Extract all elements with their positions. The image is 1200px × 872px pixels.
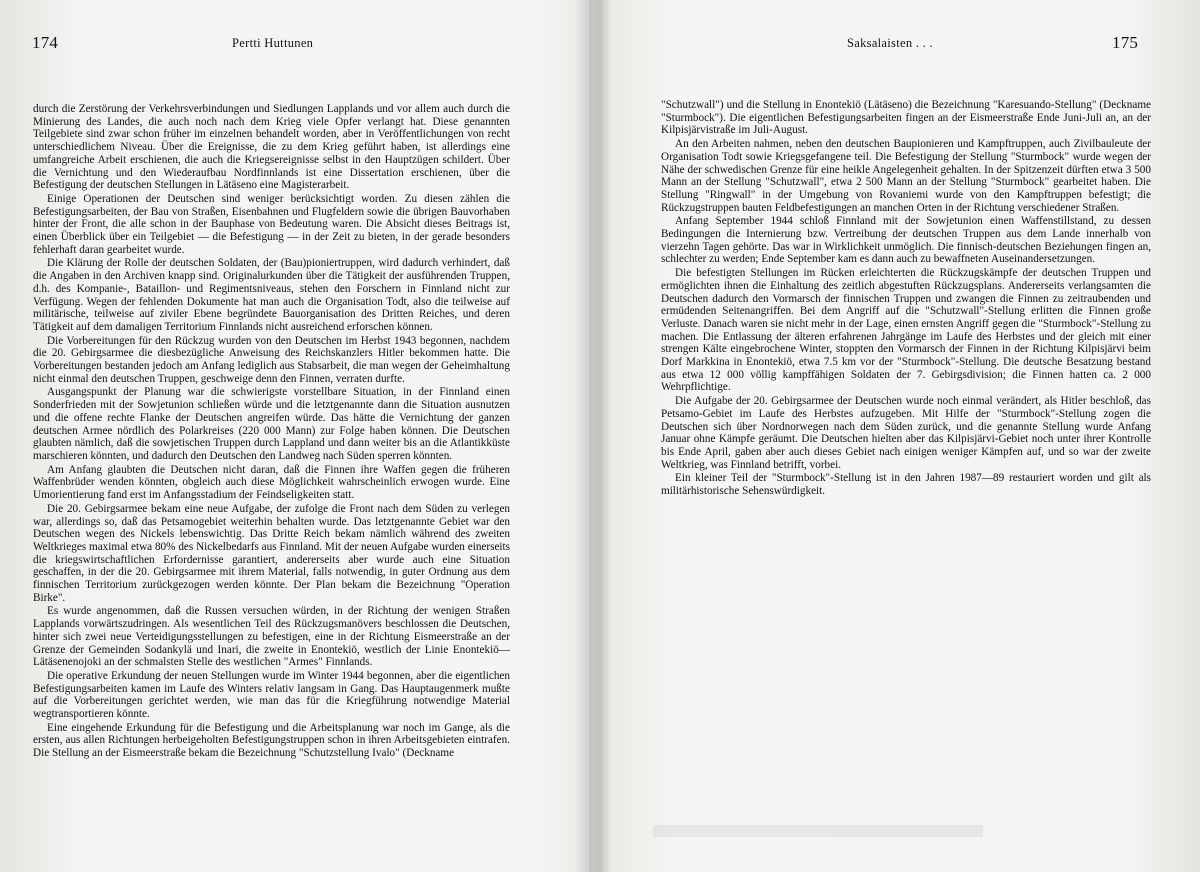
paragraph: Die Klärung der Rolle der deutschen Soldaten, der (Bau)pioniertruppen, wird dadurch verhindert, daß die Angaben in den Archiven knapp sind. Originalurkunden über die Tätigkeit der ausführenden Truppen, d.h. des Kompanie-, Bataillon- und Regimentsniveaus, stehen den Forschern in Finnland nicht zur Verfügung. Wegen der fehlenden Dokumente hat man auch die Organisation Todt, also die teilweise auf militärische, teilweise auf ziviler Ebene begründete Bauorganisation des Dritten Reiches, und deren Tätigkeit auf dem damaligen Territorium Finnlands nicht ausreichend erforschen können.	[33, 257, 510, 333]
running-head: Saksalaisten . . .	[847, 36, 933, 50]
page-number: 174	[32, 33, 59, 52]
page-body	[661, 99, 1151, 499]
right-page	[590, 0, 1200, 872]
left-page	[0, 0, 585, 872]
paragraph: "Schutzwall") und die Stellung in Enontekiö (Lätäseno) die Bezeichnung "Karesuando-Stellung" (Deckname "Sturmbock"). Die eigentlichen Befestigungsarbeiten fingen an der Eismeerstraße Ende Juni-Juli an, an der Kilpisjärvistraße im Juli-August.	[661, 99, 1151, 137]
paragraph: Die befestigten Stellungen im Rücken erleichterten die Rückzugskämpfe der deutschen Truppen und ermöglichten ihnen die Einhaltung des zeitlich abgestuften Rückzugsplans. Andererseits verlangsamten die Deutschen dadurch den Vormarsch der finnischen Truppen und zwangen die Finnen zu zeitraubenden und ermüdenden Seitenangriffen. Bei dem Angriff auf die "Schutzwall"-Stellung erlitten die Finnen große Verluste. Danach waren sie nicht mehr in der Lage, einen ernsten Angriff gegen die "Sturmbock"-Stellung zu machen. Die Entlassung der älteren erfahrenen Jahrgänge im Laufe des Herbstes und der gleich mit einer strengen Kälte eingebrochene Winter, stoppten den Vormarsch der Finnen in der Richtung Kilpisjärvi beim Dorf Markkina in Enontekiö, etwa 7.5 km vor der "Sturmbock"-Stellung. Die deutsche Besatzung bestand aus etwa 12 000 völlig kampffähigen Soldaten der 7. Gebirgsdivision; die Finnen hatten ca. 2 000 Wehrpflichtige.	[661, 267, 1151, 394]
paragraph: Am Anfang glaubten die Deutschen nicht daran, daß die Finnen ihre Waffen gegen die früheren Waffenbrüder wenden könnten, obgleich auch diese Möglichkeit wahrscheinlich erwogen wurde. Eine Umorientierung fand erst im Anfangsstadium der Feindseligkeiten statt.	[33, 463, 510, 502]
paragraph: Eine eingehende Erkundung für die Befestigung und die Arbeitsplanung war noch im Gange, als die ersten, aus allen Richtungen herbeigeholten Befestigungstruppen schon in ihren Arbeitsgebieten eintrafen. Die Stellung an der Eismeerstraße bekam die Bezeichnung "Schutzstellung Ivalo" (Deckname	[33, 721, 510, 760]
paragraph: Die 20. Gebirgsarmee bekam eine neue Aufgabe, der zufolge die Front nach dem Süden zu verlegen war, allerdings so, daß das Petsamogebiet weiterhin behalten wurde. Das letztgenannte Gebiet war den Deutschen wegen des Nickels lebenswichtig. Das Dritte Reich bekam nämlich während des zweiten Weltkrieges maximal etwa 80% des Nickelbedarfs aus Finnland. Mit der neuen Aufgabe wurden einerseits die kriegswirtschaftlichen Erfordernisse garantiert, andererseits aber wurde auch eine Situation geschaffen, in der die 20. Gebirgsarmee mit ihrem Material, falls notwendig, in guter Ordnung aus dem finnischen Territorium zurückgezogen werden könnte. Der Plan bekam die Bezeichnung "Operation Birke".	[33, 502, 510, 604]
page-number: 175	[1112, 33, 1139, 52]
paragraph: Die Aufgabe der 20. Gebirgsarmee der Deutschen wurde noch einmal verändert, als Hitler beschloß, das Petsamo-Gebiet im Laufe des Herbstes aufzugeben. Mit Hilfe der "Sturmbock"-Stellung zogen die Deutschen sich über Nordnorwegen nach dem Süden zurück, und die genannte Stellung wurde Anfang Januar ohne Kämpfe geräumt. Die Deutschen hielten aber das Kilpisjärvi-Gebiet noch unter ihrer Kontrolle bis Ende April, gaben aber auch dieses Gebiet nach einigen weniger Kämpfen auf, und so war der zweite Weltkrieg, was Finnland betrifft, vorbei.	[661, 395, 1151, 471]
paragraph: durch die Zerstörung der Verkehrsverbindungen und Siedlungen Lapplands und vor allem auch durch die Minierung des Landes, die auch noch nach dem Krieg viele Opfer verlangt hat. Diese genannten Teilgebiete sind zwar schon früher im einzelnen behandelt worden, aber in Veröffentlichungen von recht unterschiedlichem Niveau. Über die Ereignisse, die zu dem Krieg geführt haben, ist allerdings eine umfangreiche Arbeit erschienen, die auch die Kriegsereignisse selbst in den Hauptzügen schildert. Über die Vernichtung und den Wiederaufbau Nordfinnlands ist eine Dissertation erschienen, über die Befestigung der deutschen Stellungen in Lätäseno eine Magisterarbeit.	[33, 103, 510, 192]
paragraph: An den Arbeiten nahmen, neben den deutschen Baupionieren und Kampftruppen, auch Zivilbauleute der Organisation Todt sowie Kriegsgefangene teil. Die Befestigung der Stellung "Sturmbock" wurde wegen der Nähe der schwedischen Grenze für eine heikle Angelegenheit gehalten. In der Spitzenzeit dürften etwa 3 500 Mann an der Stellung "Schutzwall", etwa 2 500 Mann an der Stellung "Sturmbock" gearbeitet haben. Die Stellung "Ringwall" in der Umgebung von Rovaniemi wurde von den Kampftruppen befestigt; die Rückzugstruppen bauten Feldbefestigungen an manchen Orten in der Richtung verschiedener Straßen.	[661, 138, 1151, 214]
paragraph: Anfang September 1944 schloß Finnland mit der Sowjetunion einen Waffenstillstand, zu dessen Bedingungen die Internierung bzw. Vertreibung der deutschen Truppen aus dem Lande innerhalb von vierzehn Tagen gehörte. Das war in Wirklichkeit unmöglich. Die finnisch-deutschen Beziehungen fingen an, schlechter zu werden; Ende September kam es dann auch zu bewaffneten Auseinandersetzungen.	[661, 215, 1151, 266]
paragraph: Die operative Erkundung der neuen Stellungen wurde im Winter 1944 begonnen, aber die eigentlichen Befestigungsarbeiten kamen im Laufe des Winters relativ langsam in Gang. Das Hauptaugenmerk mußte auf die Vorbereitungen gerichtet werden, wie man das für die Kriegführung notwendige Material wegtransportieren könnte.	[33, 669, 510, 721]
paragraph: Ein kleiner Teil der "Sturmbock"-Stellung ist in den Jahren 1987—89 restauriert worden und gilt als militärhistorische Sehenswürdigkeit.	[661, 472, 1151, 498]
running-head: Pertti Huttunen	[232, 36, 314, 50]
page-body	[33, 103, 510, 761]
paragraph: Einige Operationen der Deutschen sind weniger berücksichtigt worden. Zu diesen zählen die Befestigungsarbeiten, der Bau von Straßen, Eisenbahnen und Flugfeldern sowie die übrigen Bauvorhaben hinter der Front, die alle schon in der Bauphase von Bedeutung waren. Die Absicht dieses Beitrags ist, einen Überblick über ein Teilgebiet — die Befestigung — in der Zeit zu bieten, in der gerade besonders fehlerhaft daran gearbeitet wurde.	[33, 192, 510, 256]
show-through-text	[653, 556, 739, 786]
paragraph: Die Vorbereitungen für den Rückzug wurden von den Deutschen im Herbst 1943 begonnen, nachdem die 20. Gebirgsarmee die diesbezügliche Anweisung des Reichskanzlers Hitler bekommen hatte. Die Vorbereitungen bestanden jedoch am Anfang lediglich aus Stabsarbeit, die man wegen der Geheimhaltung nicht einmal den deutschen Truppen, geschweige denn den Finnen, verraten durfte.	[33, 334, 510, 385]
paragraph: Es wurde angenommen, daß die Russen versuchen würden, in der Richtung der wenigen Straßen Lapplands vorwärtszudringen. Als wesentlichen Teil des Rückzugsmanövers beschlossen die Deutschen, hinter sich zwei neue Verteidigungsstellungen zu befestigen, eine in der Richtung Eismeerstraße an der Grenze der Gemeinden Sodankylä und Inari, die zweite in Enontekiö, westlich der Linie Enontekiö—Lätäsenenojoki an der schmalsten Stelle des westlichen "Armes" Finnlands.	[33, 605, 510, 669]
show-through-footnote	[653, 825, 983, 837]
paragraph: Ausgangspunkt der Planung war die schwierigste vorstellbare Situation, in der Finnland einen Sonderfrieden mit der Sowjetunion schließen würde und die letztgenannte dann die Situation ausnutzen und die offene rechte Flanke der Deutschen angreifen würde. Das hätte die Vernichtung der ganzen deutschen Armee nördlich des Polarkreises (220 000 Mann) zur Folge haben können. Die Deutschen glaubten nämlich, daß die sowjetischen Truppen durch Lappland und dann weiter bis an die Atlantikküste marschieren könnten, und dadurch den Deutschen den Landweg nach Süden sperren könnten.	[33, 386, 510, 462]
